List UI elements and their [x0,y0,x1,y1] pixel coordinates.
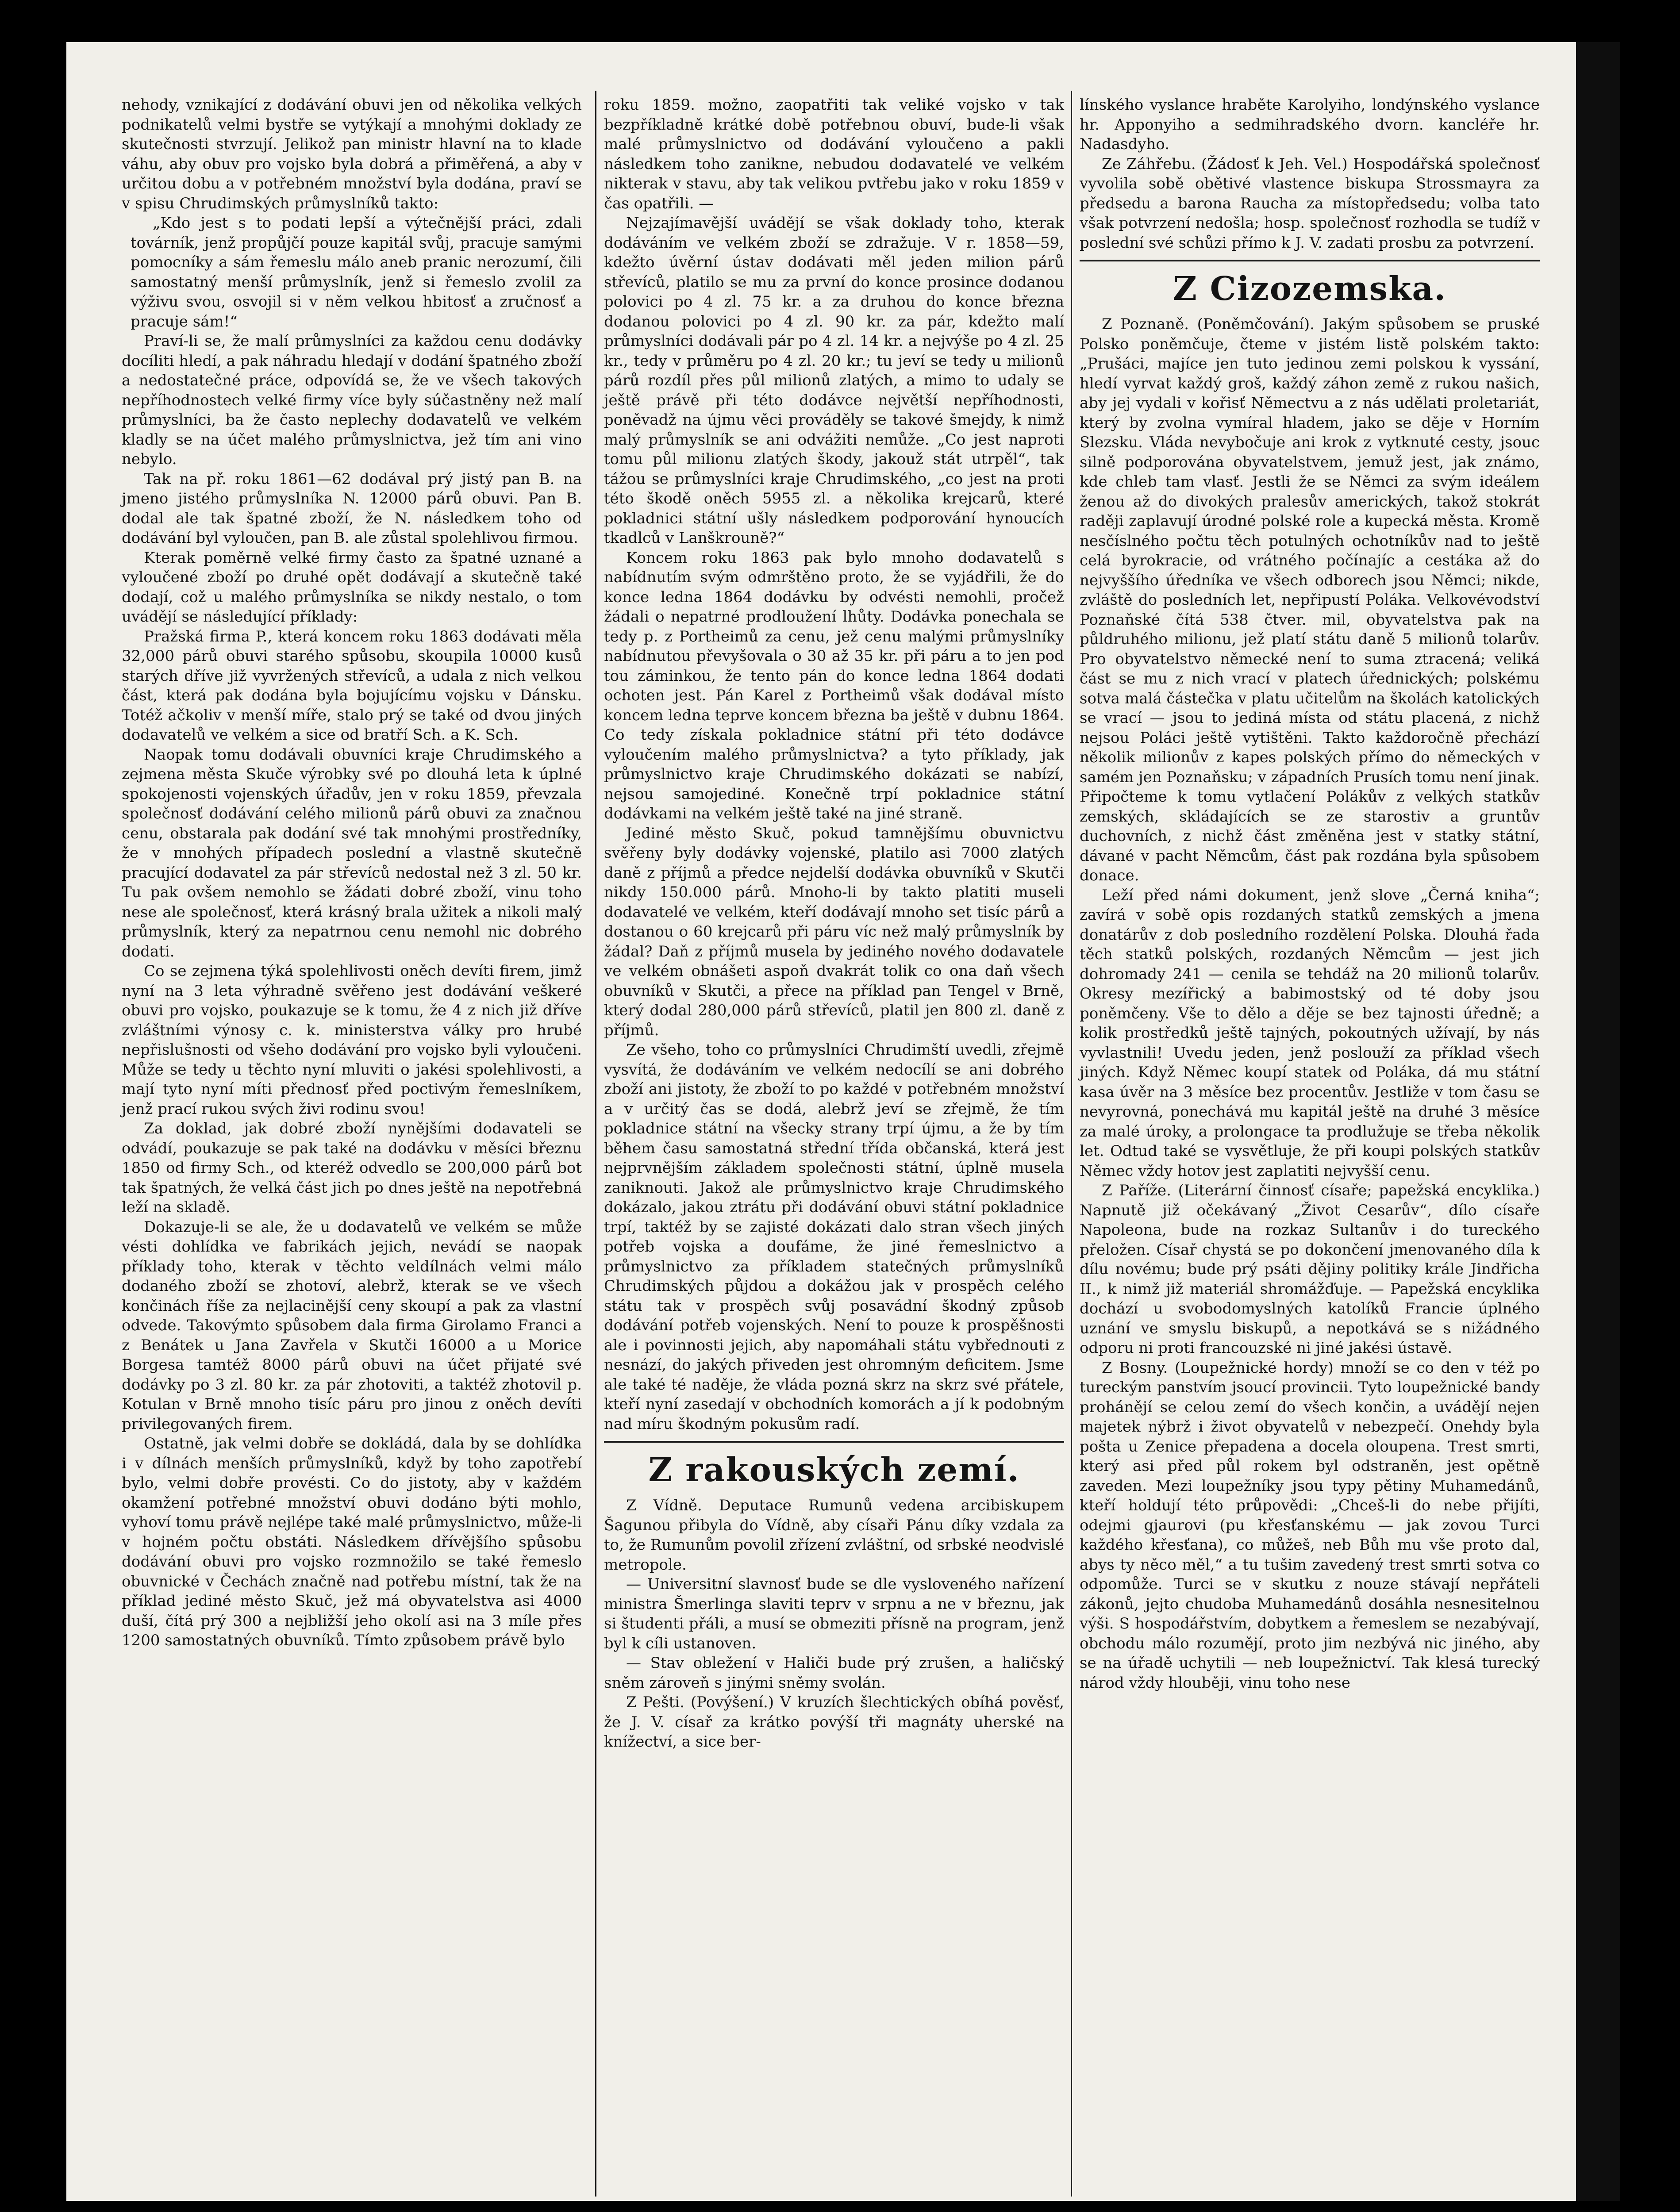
paragraph: Z Poznaně. (Poněmčování). Jakým spůsobem se pruské Polsko poněmčuje, čteme v jistém listě polském takto: „Prušáci, majíce jen tuto jedinou zemi polskou k vyssání, hledí vyrvat každý groš, každý záhon země z rukou našich, aby jej vydali v kořisť Němectvu a z nás udělati proletariát, který by zvolna vymíral hladem, jako se děje v Horním Slezsku. Vláda nevybočuje ani krok z vytknuté cesty, jsouc silně podporována obyvatelstvem, jemuž jest, jak známo, kde chleb tam vlasť. Jestli že se Němci za svým ideálem ženou až do divokých pralesův amerických, takož stokrát raději zaplavují úrodné polské role a kupecká města. Kromě nesčíslného počtu těch potulných ochotníkův nad to ještě celá byrokracie, od vrátného počínajíc a cestáka až do nejvyššího úředníka ve všech odborech jsou Němci; nikde, zvláště do posledních let, nepřipustí Poláka. Velkovévodství Poznaňské čítá 538 čtver. mil, obyvatelstva pak na půldruhého milionu, jež platí státu daně 5 milionů tolarův. Pro obyvatelstvo německé není to suma ztracená; veliká část se mu z nich vrací v platech úřednických; polskému sotva malá částečka v platu učitelům na školách katolických se vrací — jsou to jediná místa od státu placená, z nichž nejsou Poláci ještě vytištěni. Takto každoročně přechází několik milionův z kapes polských přímo do německých v samém jen Poznaňsku; v západních Prusích tomu není jinak. Připočteme k tomu vytlačení Polákův z velkých statkův zemských, skládajících se ze starostiv a gruntův duchovních, z nichž část změněna jest v statky státní, dávané v pacht Němcům, část pak rozdána byla spůsobem donace. [1080,315,1540,884]
column-rule [595,91,596,2197]
paragraph: — Stav obležení v Haliči bude prý zrušen, a haličský sněm zároveň s jinými sněmy svolán. [604,1654,1064,1692]
section-rule [604,1441,1064,1443]
paragraph: Dokazuje-li se ale, že u dodavatelů ve velkém se může vésti dohlídka ve fabrikách jejich, nevádí se naopak příklady toho, kterak v těchto veldílnách velmi málo dodaného zboží se zhotoví, alebrž, kterak se ve všech končinách říše za nejlacinější ceny skoupí a pak za vlastní odvede. Takovýmto spůsobem dala firma Girolamo Franci a z Benátek u Jana Zavřela v Skutči 16000 a u Morice Borgesa tamtéž 8000 párů obuvi na účet přijaté své dodávky po 3 zl. 80 kr. za pár zhotoviti, a taktéž zhotovil p. Kotulan v Brně mnoho tisíc páru pro jinou z oněch devíti privilegovaných firem. [122,1218,582,1433]
paragraph: Tak na př. roku 1861—62 dodával prý jistý pan B. na jmeno jistého průmyslníka N. 12000 párů obuvi. Pan B. dodal ale tak špatné zboží, že N. následkem toho od dodávání byl vyloučen, pan B. ale zůstal spolehlivou firmou. [122,470,582,547]
paragraph: roku 1859. možno, zaopatřiti tak veliké vojsko v tak bezpříkladně krátké době potřebnou obuví, bude-li však malé průmyslnictvo od dodávání vyloučeno a pakli následkem toho zanikne, nebudou dodavatelé ve velkém nikterak v stavu, aby tak velikou pvtřebu jako v roku 1859 v čas opatřili. — [604,96,1064,212]
paragraph: Kterak poměrně velké firmy často za špatné uznané a vyloučené zboží po druhé opět dodávají a skutečně také dodají, což u malého průmyslníka se nikdy nestalo, o tom uvádějí se následující příklady: [122,549,582,626]
section-rule [1080,260,1540,261]
paragraph: nehody, vznikající z dodávání obuvi jen od několika velkých podnikatelů velmi bystře se vytýkají a mnohými doklady ze skutečnosti stvrzují. Jelikož pan ministr hlavní na to klade váhu, aby obuv pro vojsko byla dobrá a přiměřená, a aby v určitou dobu a v potřebném množství byla dodána, praví se v spisu Chrudimských průmyslníků takto: [122,96,582,212]
paragraph: Pražská firma P., která koncem roku 1863 dodávati měla 32,000 párů obuvi starého spůsobu, skoupila 10000 kusů starých dříve již vyvržených střevíců, a udala z nich velkou část, která pak dodána byla bojujícímu vojsku v Dánsku. Totéž ačkoliv v menší míře, stalo prý se také od dvou jiných dodavatelů ve velkém a sice od bratří Sch. a K. Sch. [122,627,582,744]
paragraph: Leží před námi dokument, jenž slove „Černá kniha“; zavírá v sobě opis rozdaných statků zemských a jmena donatárův z dob posledního rozdělení Polska. Dlouhá řada těch statků polských, rozdaných Němcům — jest jich dohromady 241 — cenila se tehdáž na 20 milionů tolarův. Okresy mezířický a babimostský od té doby jsou poněmčeny. Vše to dělo a děje se bez tajnosti úředně; a kolik prostředků ještě tajných, pokoutných užívají, by nás vyvlastnili! Uvedu jeden, jenž poslouží za příklad všech jiných. Když Němec koupí statek od Poláka, dá mu státní kasa úvěr na 3 měsíce bez procentův. Jestliže v tom času se nevyrovná, ponechává mu kapitál ještě na druhé 3 měsíce za malé úroky, a prolongace ta prodlužuje se třeba několik let. Odtud také se vysvětluje, že při koupi polských statkův Němec vždy hotov jest zaplatiti nejvyšší cenu. [1080,886,1540,1180]
paragraph: Nejzajímavější uvádějí se však doklady toho, kterak dodáváním ve velkém zboží se zdražuje. V r. 1858—59, kdežto úvěrní ústav dodávati měl jeden milion párů střevíců, platilo se mu za první do konce prosince dodanou polovici po 4 zl. 75 kr. a za druhou do konce března dodanou polovici po 4 zl. 90 kr. za pár, kdežto malí průmyslníci dodávali pár po 4 zl. 14 kr. a nejvýše po 4 zl. 25 kr., tedy v průměru po 4 zl. 20 kr.; tu jeví se tedy u milionů párů rozdíl přes půl milionů zlatých, a mimo to udaly se ještě právě při této dodávce největší nepříhodnosti, poněvadž na újmu věci prováděly se takové šmejdy, k nimž malý průmyslník se ani odvážiti nemůže. „Co jest naproti tomu půl milionu zlatých škody, jakouž stát utrpěl“, tak tážou se průmyslníci kraje Chrudimského, „co jest na proti této škodě oněch 5955 zl. a několika krejcarů, které pokladnici státní ušly následkem podporování hynoucích tkadlců v Lanškrouně?“ [604,214,1064,547]
paragraph: Ostatně, jak velmi dobře se dokládá, dala by se dohlídka i v dílnách menších průmyslníků, když by toho zapotřebí bylo, velmi dobře provésti. Co do jistoty, aby v každém okamžení potřebné množství obuvi dodáno býti mohlo, vyhoví tomu právě nejlépe také malé průmyslnictvo, může-li v hojném počtu obstáti. Následkem dřívějšího spůsobu dodávání obuvi pro vojsko rozmnožilo se také řemeslo obuvnické v Čechách značně nad potřebu místní, tak že na příklad jediné město Skuč, jež má obyvatelstva asi 4000 duší, čítá prý 300 a nejbližší jeho okolí asi na 3 míle přes 1200 samostatných obuvníků. Tímto způsobem právě bylo [122,1435,582,1649]
column-rule [1071,91,1072,2197]
paragraph: Naopak tomu dodávali obuvníci kraje Chrudimského a zejmena města Skuče výrobky své po dlouhá leta k úplné spokojenosti vojenských úřadův, jen v roku 1859, převzala společnosť dodávání celého milionů párů obuvi za značnou cenu, obstarala pak dodání své tak mnohými prostředníky, že v mnohých případech poslední a vlastně skutečně pracující dodavatel za pár střevíců nedostal než 3 zl. 50 kr. Tu pak ovšem nemohlo se žádati dobré zboží, vinu toho nese ale společnosť, která krásný brala užitek a nikoli malý průmyslník, který za nepatrnou cenu nemohl nic dobrého dodati. [122,745,582,960]
paragraph: línského vyslance hraběte Karolyiho, londýnského vyslance hr. Apponyiho a sedmihradského dvorn. kancléře hr. Nadasdyho. [1080,96,1540,153]
paragraph: Z Bosny. (Loupežnické hordy) množí se co den v též po tureckým panstvím jsoucí provincii. Tyto loupežnické bandy prohánějí se celou zemí do všech končin, a uvádějí nejen majetek nýbrž i život obyvatelů v nebezpečí. Onehdy byla pošta u Zenice přepadena a docela oloupena. Trest smrti, který asi před půl rokem byl odstraněn, jest opětně zaveden. Mezi loupežníky jsou typy pětiny Muhamedánů, kteří holdují této průpovědi: „Chceš-li do nebe přijíti, odejmi gjaurovi (pu křesťanskému — jak zovou Turci každého křesťana), co můžeš, neb Bůh mu vše proto dal, abys ty něco měl,“ a tu tušim zavedený trest smrti sotva co odpomůže. Turci se v skutku z nouze stávají nepřáteli zákonů, jejto chudoba Muhamedánů dosáhla nesnesitelnou výši. S hospodářstvím, dobytkem a řemeslem se nezabývají, obchodu málo rozumějí, proto jim nezbývá nic jiného, aby se na úřadě uchytili — neb loupežnictví. Tak klesá turecký národ vždy hlouběji, vinu toho nese [1080,1359,1540,1692]
section-heading: Z rakouských zemí. [648,1451,1020,1489]
paragraph: „Kdo jest s to podati lepší a výtečnější práci, zdali továrník, jenž propůjčí pouze kapitál svůj, pracuje samými pomocníky a sám řemeslu málo aneb pranic nerozumí, čili samostatný menší průmyslník, jenž si řemeslo zvolil za výživu svou, osvojil si v něm velkou hbitosť a zručnosť a pracuje sám!“ [131,214,582,330]
column-1 [122,95,582,1651]
column-2 [604,95,1064,1752]
paragraph: Co se zejmena týká spolehlivosti oněch devíti firem, jimž nyní na 3 leta výhradně svěřeno jest dodávání veškeré obuvi pro vojsko, poukazuje se k tomu, že 4 z nich již dříve zvláštními výnosy c. k. ministerstva války pro hrubé nepřislušnosti od všeho dodávání pro vojsko byli vyloučeni. Může se tedy u těchto nyní mluviti o jakési spolehlivosti, a mají tyto nyní míti přednosť před poctivým řemeslníkem, jenž prací rukou svých živi rodinu svou! [122,962,582,1118]
paragraph: Z Paříže. (Literární činnosť císaře; papežská encyklika.) Napnutě již očekávaný „Život Cesarův“, dílo císaře Napoleona, bude na rozkaz Sultanův i do tureckého přeložen. Císař chystá se po dokončení jmenovaného díla k dílu novému; bude prý psáti dějiny politiky krále Jindřicha II., k nimž již materiál shromážďuje. — Papežská encyklika dochází u svobodomyslných katolíků Francie úplného uznání ve smyslu biskupů, a nepotkává se s nižádného odporu ni proti francouzské ni jiné jakési ústavě. [1080,1182,1540,1357]
paragraph: — Universitní slavnosť bude se dle vysloveného nařízení ministra Šmerlinga slaviti teprv v srpnu a ne v březnu, jak si študenti přáli, a musí se obmeziti přísně na program, jenž byl k cíli ustanoven. [604,1575,1064,1652]
paragraph: Z Pešti. (Povýšení.) V kruzích šlechtických obíhá pověsť, že J. V. císař za krátko povýší tři magnáty uherské na knížectví, a sice ber- [604,1694,1064,1751]
paragraph: Koncem roku 1863 pak bylo mnoho dodavatelů s nabídnutím svým odmrštěno proto, že se vyjádřili, že do konce ledna 1864 dodávku by odvésti nemohli, pročež žádali o nepatrné prodloužení lhůty. Dodávka ponechala se tedy p. z Portheimů za cenu, jež cenu malými průmyslníky nabídnutou převyšovala o 30 až 35 kr. při páru a to jen pod tou záminkou, že tento pán do konce ledna 1864 dodati ochoten jest. Pán Karel z Portheimů však dodával místo koncem ledna teprve koncem března ba ještě v dubnu 1864. Co tedy získala pokladnice státní při této dodávce vyloučením malého průmyslnictva? a tyto příklady, jak průmyslnictvo kraje Chrudimského dokázati se nabízí, nejsou samojediné. Konečně trpí pokladnice státní dodávkami na velkém ještě také na jiné straně. [604,549,1064,822]
newspaper-page [66,42,1620,2201]
column-3 [1080,95,1540,1693]
paragraph: Jediné město Skuč, pokud tamnějšímu obuvnictvu svěřeny byly dodávky vojenské, platilo asi 7000 zlatých daně z příjmů a předce nejdelší dodávka obuvníků v Skutči nikdy 150.000 párů. Mnoho-li by takto platiti museli dodavatelé ve velkém, kteří dodávají mnoho set tisíc párů a dostanou o 60 krejcarů při páru víc než malý průmyslník by žádal? Daň z příjmů musela by jediného nového dodavatele ve velkém obnášeti aspoň dvakrát tolik co ona daň všech obuvníků v Skutči, a přece na příklad pan Tengel v Brně, který dodal 280,000 párů střevíců, platil jen 800 zl. daně z příjmů. [604,824,1064,1039]
paragraph: Ze Záhřebu. (Žádosť k Jeh. Vel.) Hospodářská společnosť vyvolila sobě obětivé vlastence biskupa Strossmayra za předsedu a barona Raucha za místopředsedu; volba tato však potvrzení nedošla; hosp. společnosť rozhodla se tudíž v poslední své schůzi přímo k J. V. zadati prosbu za potvrzení. [1080,155,1540,252]
paragraph: Z Vídně. Deputace Rumunů vedena arcibiskupem Šagunou přibyla do Vídně, aby císaři Pánu díky vzdala za to, že Rumunům povolil zřízení zvláštní, od srbské neodvislé metropole. [604,1497,1064,1574]
paragraph: Ze všeho, toho co průmyslníci Chrudimští uvedli, zřejmě vysvítá, že dodáváním ve velkém nedocílí se ani dobrého zboží ani jistoty, že zboží to po každé v potřebném množství a v určitý čas se dodá, alebrž jeví se zřejmě, že tím pokladnice státní na všecky strany trpí újmu, a že by tím během času samostatná střední třída občanská, která jest nejprvnějším základem společnosti státní, úplně musela zaniknouti. Jakož ale průmyslnictvo kraje Chrudimského dokázalo, jakou ztrátu při dodávání obuvi státní pokladnice trpí, taktéž by se zajisté dokázati dalo stran všech jiných potřeb vojska a doufáme, že jiné řemeslnictvo a průmyslnictvo za příkladem statečných průmyslníků Chrudimských půjdou a dokážou jak v prospěch celého státu tak v prospěch svůj posavádní škodný způsob dodávání potřeb vojenských. Není to pouze k prospěšnosti ale i povinnosti jejich, aby napomáhali státu vybřednouti z nesnází, do jakých přiveden jest ohromným deficitem. Jsme ale také té naděje, že vláda pozná skrz na skrz své přátele, kteří nyní zasedají v obchodních komorách a jí k podobným nad míru škodným pokusům radí. [604,1041,1064,1433]
paragraph: Za doklad, jak dobré zboží nynějšími dodavateli se odvádí, poukazuje se pak také na dodávku v měsíci březnu 1850 od firmy Sch., od kteréž odvedlo se 200,000 párů bot tak špatných, že velká část jich po dnes ještě na nepotřebná leží na skladě. [122,1120,582,1216]
scan-edge [1576,42,1620,2201]
paragraph: Praví-li se, že malí průmyslníci za každou cenu dodávky docíliti hledí, a pak náhradu hledají v dodání špatného zboží a nedostatečné práce, odpovídá se, že ve všech takových nepříhodnostech velké firmy více byly súčastněny než malí průmyslníci, ba že často neplechy dodavatelů ve velkém kladly se na účet malého průmyslnictva, jež tím ani vino nebylo. [122,332,582,468]
section-heading: Z Cizozemska. [1173,270,1447,308]
